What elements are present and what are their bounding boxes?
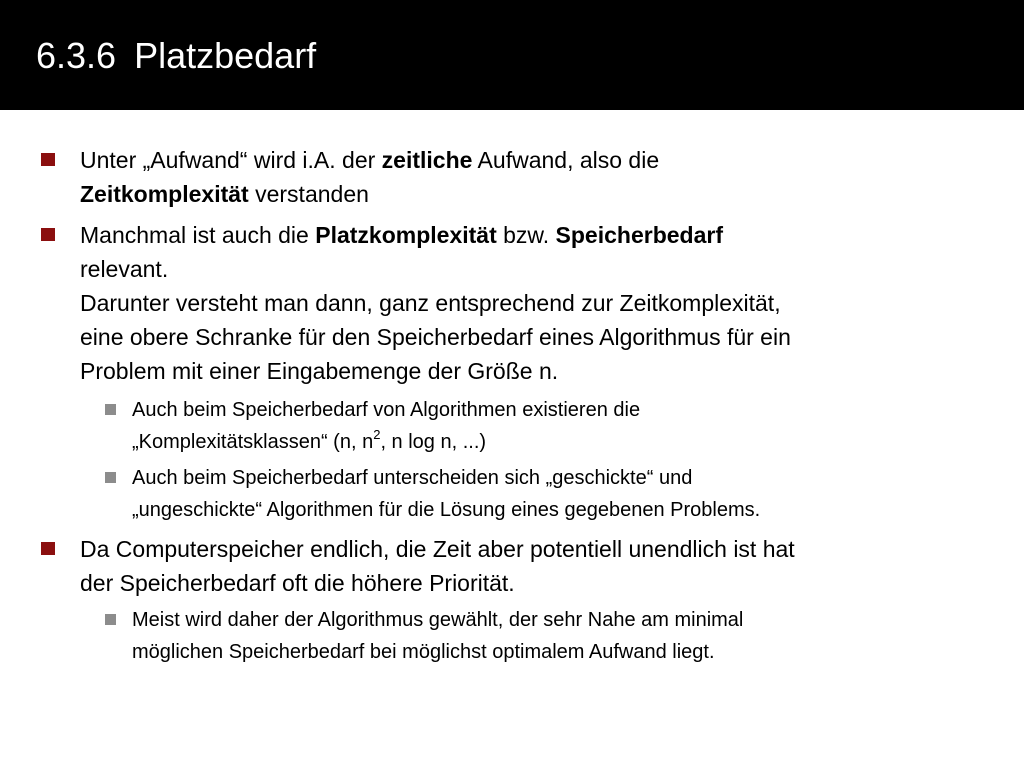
sub-bullet-text-3-1: Meist wird daher der Algorithmus gewählt, der sehr Nahe am minimal möglichen Speicherbedarf bei möglichst optimalem Aufwand liegt. — [132, 609, 744, 663]
square-bullet-icon — [105, 404, 116, 415]
bullet-text-1: Unter „Aufwand“ wird i.A. der zeitliche Aufwand, also die Zeitkomplexität verstanden — [80, 147, 660, 207]
section-title: Platzbedarf — [134, 35, 317, 76]
square-bullet-icon — [41, 153, 55, 166]
square-bullet-icon — [105, 472, 116, 483]
sub-bullet-text-2-1: Auch beim Speicherbedarf von Algorithmen existieren die „Komplexitätsklassen“ (n, $n^2$, n log n, ...) — [132, 399, 641, 453]
section-number: 6.3.6 — [36, 35, 117, 76]
square-bullet-icon — [105, 614, 116, 625]
square-bullet-icon — [41, 542, 55, 555]
sub-bullet-text-2-2: Auch beim Speicherbedarf unterscheiden sich „geschickte“ und „ungeschickte“ Algorithmen für die Lösung eines gegebenen Problems. — [132, 467, 761, 521]
square-bullet-icon — [41, 228, 55, 241]
title-bar — [0, 0, 1024, 110]
bullet-text-2: Manchmal ist auch die Platzkomplexität bzw. Speicherbedarf relevant. Darunter versteht man dann, ganz entsprechend zur Zeitkomplexität, eine obere Schranke für den Speicherbedarf eines Algorithmus für ein Problem mit einer Eingabemenge der Größe n. — [80, 222, 791, 384]
bullet-text-3: Da Computerspeicher endlich, die Zeit aber potentiell unendlich ist hat der Speicherbedarf oft die höhere Priorität. — [80, 536, 795, 596]
slide-title — [36, 34, 316, 78]
